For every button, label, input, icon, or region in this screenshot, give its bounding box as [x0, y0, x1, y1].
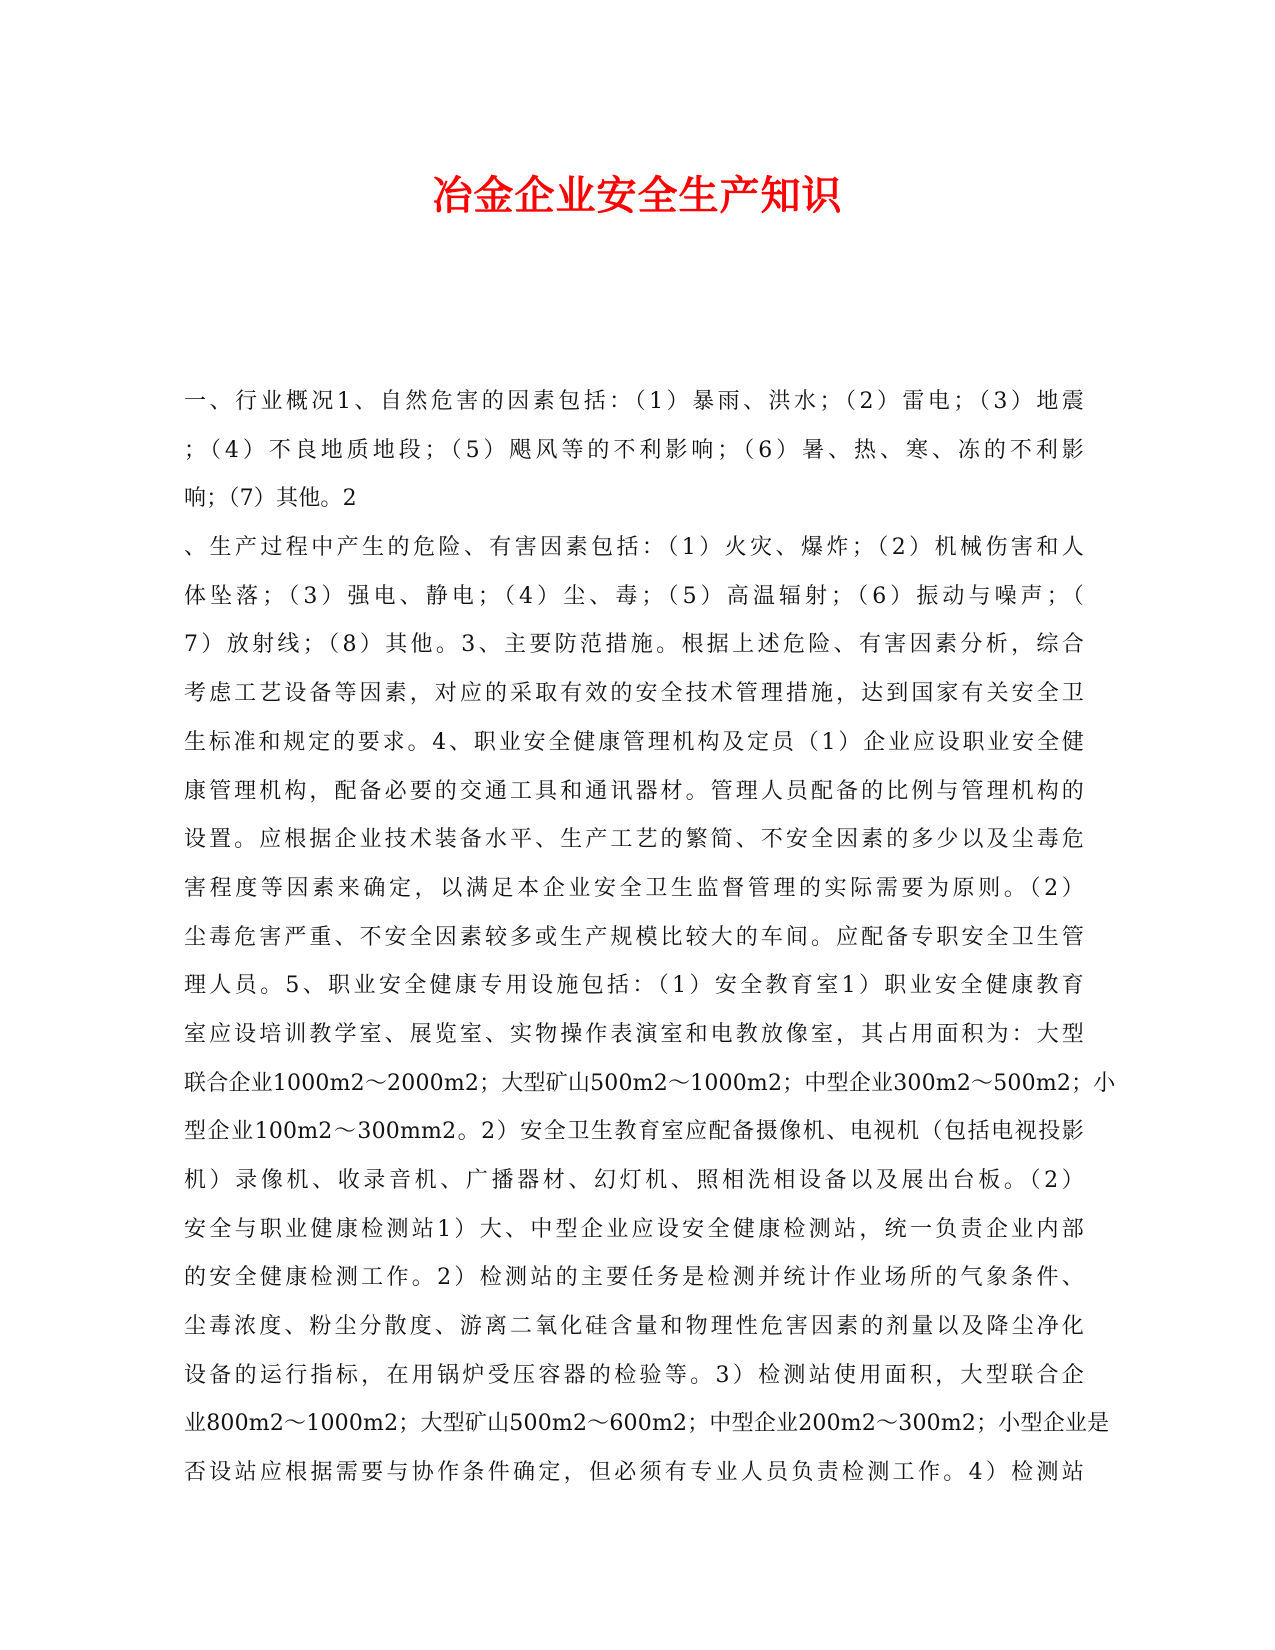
body-line: 体坠落；（3）强电、静电；（4）尘、毒；（5）高温辐射；（6）振动与噪声；（: [184, 583, 1084, 609]
body-line: 否设站应根据需要与协作条件确定，但必须有专业人员负责检测工作。4）检测站: [184, 1460, 1084, 1486]
body-line: 7）放射线；（8）其他。3、主要防范措施。根据上述危险、有害因素分析，综合: [184, 632, 1084, 658]
body-line: 型企业100m2～300mm2。2）安全卫生教育室应配备摄像机、电视机（包括电视投影: [184, 1119, 1084, 1145]
document-title: 冶金企业安全生产知识: [432, 172, 843, 219]
body-line: 一、行业概况1、自然危害的因素包括：（1）暴雨、洪水；（2）雷电；（3）地震: [184, 389, 1084, 414]
body-line: 设备的运行指标，在用锅炉受压容器的检验等。3）检测站使用面积，大型联合企: [184, 1362, 1084, 1388]
body-line: 害程度等因素来确定，以满足本企业安全卫生监督管理的实际需要为原则。（2）: [184, 875, 1084, 901]
body-line: 、生产过程中产生的危险、有害因素包括：（1）火灾、爆炸；（2）机械伤害和人: [184, 535, 1084, 561]
body-line: 安全与职业健康检测站1）大、中型企业应设安全健康检测站，统一负责企业内部: [184, 1216, 1084, 1242]
document-body: [184, 378, 1116, 1498]
body-line: 业800m2～1000m2；大型矿山500m2～600m2；中型企业200m2～300m2；小型企业是: [184, 1411, 1110, 1437]
body-line: ；（4）不良地质地段；（5）飓风等的不利影响；（6）暑、热、寒、冻的不利影: [184, 437, 1084, 463]
body-line: 尘毒浓度、粉尘分散度、游离二氧化硅含量和物理性危害因素的剂量以及降尘净化: [184, 1314, 1084, 1340]
body-line: 生标准和规定的要求。4、职业安全健康管理机构及定员（1）企业应设职业安全健: [184, 729, 1084, 755]
body-line: 尘毒危害严重、不安全因素较多或生产规模比较大的车间。应配备专职安全卫生管: [184, 924, 1084, 950]
body-line: 理人员。5、职业安全健康专用设施包括：（1）安全教育室1）职业安全健康教育: [184, 973, 1084, 999]
body-line: 室应设培训教学室、展览室、实物操作表演室和电教放像室，其占用面积为：大型: [184, 1021, 1084, 1047]
body-line: 机）录像机、收录音机、广播器材、幻灯机、照相洗相设备以及展出台板。（2）: [184, 1168, 1084, 1193]
body-line: 的安全健康检测工作。2）检测站的主要任务是检测并统计作业场所的气象条件、: [184, 1265, 1084, 1291]
body-line: 联合企业1000m2～2000m2；大型矿山500m2～1000m2；中型企业300m2～500m2；小: [184, 1070, 1116, 1096]
body-line: 考虑工艺设备等因素，对应的采取有效的安全技术管理措施，达到国家有关安全卫: [184, 681, 1084, 707]
body-line: 设置。应根据企业技术装备水平、生产工艺的繁简、不安全因素的多少以及尘毒危: [184, 827, 1084, 853]
body-line: 康管理机构，配备必要的交通工具和通讯器材。管理人员配备的比例与管理机构的: [184, 778, 1084, 804]
body-line: 响；（7）其他。2: [184, 486, 357, 512]
